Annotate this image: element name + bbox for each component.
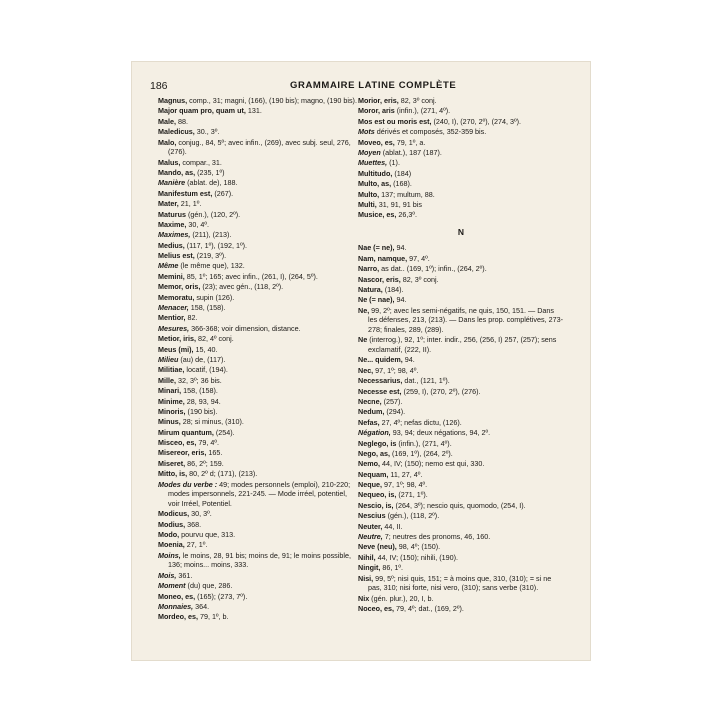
index-entry	[358, 138, 564, 148]
entry-references: 28, 93, 94.	[184, 396, 221, 406]
entry-references: (169, 1º), (264, 2º).	[389, 448, 453, 458]
index-entry	[358, 335, 564, 354]
right-column	[358, 96, 564, 614]
entry-headword: Mirum quantum,	[158, 427, 214, 437]
entry-headword: Malus,	[158, 157, 181, 167]
index-entry	[158, 376, 358, 386]
entry-references: 44, IV; (150); nihili, (190).	[375, 552, 459, 562]
index-entry	[358, 148, 564, 158]
entry-headword: Nix	[358, 593, 370, 603]
entry-headword: Neuter,	[358, 521, 383, 531]
entry-references: 28; si minus, (310).	[180, 417, 244, 427]
index-entry	[158, 272, 358, 282]
entry-references: 27, 1º.	[184, 540, 208, 550]
entry-headword: Moenia,	[158, 540, 185, 550]
entry-references: 94.	[394, 243, 407, 253]
entry-references: 80, 2º d; (171), (213).	[187, 469, 258, 479]
entry-headword: Moveo, es,	[358, 137, 395, 147]
entry-references: (190 bis).	[185, 406, 218, 416]
entry-references: 79, 1º, b.	[197, 612, 229, 622]
entry-references: 99, 5º; nisi quis, 151; = à moins que, 310, (310); = si ne pas, 310; nisi forte, nisi vero, (310); sans verbe (310).	[368, 573, 552, 593]
entry-headword: Nihil,	[358, 552, 376, 562]
entry-references: supin (126).	[194, 292, 235, 302]
index-entry	[158, 592, 358, 602]
entry-headword: Mois,	[158, 570, 177, 580]
index-entry	[358, 553, 564, 563]
entry-headword: Noceo, es,	[358, 603, 394, 613]
entry-references: 93, 94; deux négations, 94, 2º.	[390, 428, 491, 438]
entry-headword: Multo, as,	[358, 179, 392, 189]
entry-headword: Memoratu,	[158, 292, 195, 302]
index-entry	[358, 355, 564, 365]
index-entry	[158, 448, 358, 458]
entry-headword: Nemo,	[358, 459, 380, 469]
entry-references: (23); avec gén., (118, 2º).	[200, 282, 284, 292]
index-entry	[158, 158, 358, 168]
entry-headword: Misceo, es,	[158, 438, 197, 448]
index-entry	[158, 520, 358, 530]
index-entry	[358, 254, 564, 264]
index-entry	[158, 106, 358, 116]
entry-headword: Milieu	[158, 354, 179, 364]
entry-headword: Medius,	[158, 240, 185, 250]
entry-references: 86, 1º.	[380, 563, 403, 573]
index-entry	[358, 459, 564, 469]
entry-headword: Metior, iris,	[158, 334, 196, 344]
entry-references: 98, 4º; (150).	[396, 542, 441, 552]
index-entry	[158, 168, 358, 178]
entry-headword: Morior, eris,	[358, 96, 399, 105]
entry-headword: Minus,	[158, 417, 181, 427]
index-entry	[158, 530, 358, 540]
entry-headword: Necessarius,	[358, 376, 403, 386]
index-entry	[358, 275, 564, 285]
entry-headword: Moment	[158, 581, 186, 591]
entry-references: (infin.), (271, 4º).	[394, 106, 451, 116]
entry-references: 32, 3º; 36 bis.	[175, 375, 222, 385]
index-entry	[158, 459, 358, 469]
index-entry	[358, 210, 564, 220]
index-entry	[358, 376, 564, 386]
entry-references: 137; multum, 88.	[379, 189, 435, 199]
index-entry	[158, 428, 358, 438]
entry-references: (117, 1º), (192, 1º).	[184, 240, 248, 250]
entry-references: 361.	[176, 570, 193, 580]
index-entry	[358, 449, 564, 459]
entry-headword: Même	[158, 261, 179, 271]
entry-references: 44, II.	[382, 521, 403, 531]
index-entry	[358, 169, 564, 179]
entry-references: 366-368; voir dimension, distance.	[189, 323, 301, 333]
index-entry	[358, 106, 564, 116]
entry-references: (235, 1º)	[195, 167, 225, 177]
entry-headword: Modo,	[158, 530, 180, 540]
entry-references: (257).	[381, 396, 403, 406]
index-entry	[358, 158, 564, 168]
entry-headword: Muettes,	[358, 158, 388, 168]
index-entry	[158, 313, 358, 323]
entry-references: comp., 31; magni, (166), (190 bis); magno, (190 bis).	[187, 96, 357, 105]
entry-references: 30, 4º.	[186, 219, 209, 229]
entry-headword: Mando, as,	[158, 167, 196, 177]
entry-headword: Nec,	[358, 365, 374, 375]
entry-references: (gén.), (118, 2º).	[385, 511, 440, 521]
entry-headword: Mesures,	[158, 323, 190, 333]
index-entry	[358, 243, 564, 253]
entry-references: 82, 3º conj.	[398, 96, 437, 105]
index-entry	[358, 574, 564, 593]
left-column	[158, 96, 358, 623]
entry-references: (le même que), 132.	[178, 261, 245, 271]
entry-headword: Ne,	[358, 305, 370, 315]
entry-headword: Natura,	[358, 285, 383, 295]
entry-references: 26,3º.	[396, 210, 417, 220]
entry-references: (du) que, 286.	[185, 581, 233, 591]
index-entry	[158, 117, 358, 127]
entry-headword: Modicus,	[158, 509, 190, 519]
entry-headword: Miseret,	[158, 458, 186, 468]
index-entry	[158, 230, 358, 240]
index-entry	[358, 532, 564, 542]
entry-headword: Mentior,	[158, 313, 186, 323]
entry-headword: Mitto, is,	[158, 469, 188, 479]
entry-headword: Nescio, is,	[358, 500, 394, 510]
entry-references: 97, 1º; 98, 4º.	[373, 365, 419, 375]
index-entry	[358, 594, 564, 604]
index-entry	[358, 407, 564, 417]
index-entry	[358, 480, 564, 490]
entry-headword: Modius,	[158, 519, 186, 529]
page-number: 186	[150, 80, 168, 92]
entry-headword: Nedum,	[358, 407, 385, 417]
right-column-m-entries	[358, 96, 564, 220]
entry-references: conjug., 84, 5º; avec infin., (269), avec subj. seul, 276, (276).	[168, 137, 351, 157]
entry-headword: Minari,	[158, 386, 182, 396]
entry-headword: Neglego, is	[358, 438, 397, 448]
index-entry	[158, 241, 358, 251]
index-entry	[158, 480, 358, 509]
entry-headword: Malo,	[158, 137, 177, 147]
entry-headword: Menacer,	[158, 303, 189, 313]
dictionary-page	[132, 62, 590, 660]
index-entry	[358, 387, 564, 397]
entry-references: 82.	[185, 313, 198, 323]
entry-references: (267).	[212, 188, 234, 198]
index-entry	[358, 439, 564, 449]
entry-headword: Mos est ou moris est,	[358, 116, 432, 126]
entry-references: (240, I), (270, 2º), (274, 3º).	[431, 116, 522, 126]
index-entry	[158, 540, 358, 550]
entry-headword: Manifestum est,	[158, 188, 213, 198]
entry-references: 44, IV; (150); nemo est qui, 330.	[379, 459, 485, 469]
index-entry	[358, 366, 564, 376]
index-entry	[358, 117, 564, 127]
entry-references: 79, 4º; dat., (169, 2º).	[393, 603, 464, 613]
index-entry	[158, 282, 358, 292]
entry-headword: Mille,	[158, 375, 176, 385]
entry-headword: Moins,	[158, 550, 181, 560]
entry-headword: Ne (= nae),	[358, 295, 395, 305]
entry-headword: Narro,	[358, 264, 380, 274]
index-entry	[358, 604, 564, 614]
entry-references: (259, I), (270, 2º), (276).	[401, 386, 481, 396]
index-entry	[358, 511, 564, 521]
entry-references: 49; modes personnels (emploi), 210-220; modes impersonnels, 221-245. — Mode irréel, potentiel, voir Irréel, Potentiel.	[168, 479, 351, 508]
index-entry	[158, 386, 358, 396]
entry-references: (1).	[387, 158, 400, 168]
entry-headword: Nisi,	[358, 573, 374, 583]
entry-headword: Meus (mi),	[158, 344, 194, 354]
entry-references: as dat.. (169, 1º); infin., (264, 2º).	[379, 264, 487, 274]
entry-headword: Male,	[158, 116, 176, 126]
right-column-n-entries	[358, 243, 564, 613]
index-entry	[158, 127, 358, 137]
entry-references: (168).	[391, 179, 412, 189]
entry-headword: Nascor, eris,	[358, 274, 401, 284]
entry-references: dérivés et composés, 352-359 bis.	[374, 127, 487, 137]
index-entry	[158, 602, 358, 612]
entry-references: 158, (158).	[188, 303, 226, 313]
index-entry	[158, 509, 358, 519]
index-entry	[358, 190, 564, 200]
index-entry	[158, 417, 358, 427]
index-entry	[358, 285, 564, 295]
index-entry	[358, 127, 564, 137]
entry-headword: Minoris,	[158, 406, 186, 416]
entry-references: 94.	[402, 355, 415, 365]
entry-headword: Memini,	[158, 271, 185, 281]
entry-headword: Melius est,	[158, 251, 195, 261]
entry-references: 97, 4º.	[407, 253, 430, 263]
entry-references: 82, 4º conj.	[195, 334, 234, 344]
entry-references: 99, 2º; avec les semi-négatifs, ne quis, 150, 151. — Dans les défenses, 213, (213). — Dans les prop. complétives, 273-278; finales, 289, (289).	[368, 305, 563, 335]
entry-references: (254).	[213, 427, 235, 437]
index-entry	[358, 428, 564, 438]
entry-headword: Nequam,	[358, 469, 389, 479]
index-entry	[158, 345, 358, 355]
entry-references: 364.	[193, 601, 210, 611]
index-entry	[358, 397, 564, 407]
entry-headword: Maxime,	[158, 219, 187, 229]
entry-references: dat., (121, 1º).	[402, 376, 450, 386]
entry-headword: Nae (= ne),	[358, 243, 395, 253]
index-entry	[358, 295, 564, 305]
index-entry	[158, 303, 358, 313]
index-entry	[158, 407, 358, 417]
entry-headword: Nam, namque,	[358, 253, 408, 263]
index-entry	[358, 522, 564, 532]
entry-headword: Moneo, es,	[158, 591, 196, 601]
entry-headword: Moror, aris	[358, 106, 395, 116]
entry-references: (184).	[382, 285, 404, 295]
entry-headword: Multitudo,	[358, 168, 393, 178]
entry-references: 368.	[185, 519, 202, 529]
entry-references: compar., 31.	[180, 157, 222, 167]
entry-headword: Modes du verbe :	[158, 479, 218, 489]
index-entry	[158, 571, 358, 581]
entry-headword: Major quam pro, quam ut,	[158, 106, 246, 116]
index-entry	[158, 261, 358, 271]
entry-headword: Neque,	[358, 480, 382, 490]
entry-headword: Necesse est,	[358, 386, 402, 396]
index-entry	[158, 199, 358, 209]
index-entry	[358, 501, 564, 511]
index-entry	[158, 551, 358, 570]
index-entry	[158, 355, 358, 365]
entry-references: 30., 3º.	[194, 127, 220, 137]
entry-references: 21, 1º.	[178, 199, 202, 209]
index-entry	[358, 418, 564, 428]
entry-references: 85, 1º; 165; avec infin., (261, I), (264, 5º).	[184, 271, 318, 281]
entry-headword: Nefas,	[358, 417, 380, 427]
entry-headword: Nequeo, is,	[358, 490, 397, 500]
entry-references: 97, 1º; 98, 4º.	[381, 480, 428, 490]
entry-references: (ablat.), 187 (187).	[380, 147, 442, 157]
entry-headword: Nego, as,	[358, 448, 390, 458]
index-entry	[358, 306, 564, 335]
entry-references: pourvu que, 313.	[179, 530, 236, 540]
entry-headword: Monnaies,	[158, 601, 194, 611]
entry-references: (165); (273, 7º).	[195, 591, 248, 601]
entry-references: 131.	[245, 106, 262, 116]
entry-headword: Multi,	[358, 199, 377, 209]
entry-headword: Mordeo, es,	[158, 612, 198, 622]
index-entry	[358, 179, 564, 189]
running-title: GRAMMAIRE LATINE COMPLÈTE	[290, 80, 457, 91]
index-entry	[158, 220, 358, 230]
entry-references: 11, 27, 4º.	[388, 469, 423, 479]
entry-references: (211), (213).	[190, 230, 232, 240]
entry-references: (219, 3º).	[194, 251, 227, 261]
entry-references: 82, 3º conj.	[400, 274, 439, 284]
entry-references: (ablat. de), 188.	[185, 178, 238, 188]
entry-headword: Ne... quidem,	[358, 355, 403, 365]
index-entry	[358, 96, 564, 106]
entry-headword: Neutre,	[358, 532, 383, 542]
entry-references: le moins, 28, 91 bis; moins de, 91; le moins possible, 136; moins... moins, 333.	[168, 550, 351, 570]
index-entry	[358, 563, 564, 573]
entry-headword: Militiae,	[158, 365, 185, 375]
index-entry	[158, 324, 358, 334]
index-entry	[158, 612, 358, 622]
entry-headword: Multo,	[358, 189, 380, 199]
index-entry	[158, 397, 358, 407]
entry-headword: Minime,	[158, 396, 185, 406]
entry-references: (184)	[392, 168, 412, 178]
index-entry	[158, 189, 358, 199]
index-entry	[358, 200, 564, 210]
index-entry	[158, 138, 358, 157]
entry-headword: Maximes,	[158, 230, 191, 240]
entry-references: 7; neutres des pronoms, 46, 160.	[382, 532, 491, 542]
entry-headword: Nescius	[358, 511, 386, 521]
section-letter: N	[457, 226, 465, 237]
entry-references: (gén. plur.), 20, I, b.	[369, 593, 434, 603]
entry-references: (infin.), (271, 4º).	[396, 438, 452, 448]
index-entry	[158, 365, 358, 375]
entry-headword: Necne,	[358, 396, 382, 406]
index-entry	[158, 96, 358, 106]
entry-references: (294).	[384, 407, 406, 417]
index-entry	[158, 438, 358, 448]
entry-references: 15, 40.	[193, 344, 218, 354]
entry-headword: Magnus,	[158, 96, 188, 105]
entry-references: (264, 3º); nescio quis, quomodo, (254, I).	[393, 500, 526, 510]
entry-references: 86, 2º; 159.	[185, 458, 224, 468]
index-entry	[158, 581, 358, 591]
index-entry	[158, 293, 358, 303]
index-entry	[158, 251, 358, 261]
entry-references: 27, 4º; nefas dictu, (126).	[379, 417, 462, 427]
entry-references: 30, 3º.	[189, 509, 212, 519]
entry-references: (interrog.), 92, 1º; inter. indir., 256, (256, I) 257, (257); sens exclamatif, (222, II).	[367, 335, 557, 354]
entry-headword: Ningit,	[358, 563, 381, 573]
index-entry	[158, 210, 358, 220]
entry-references: (au) de, (117).	[178, 354, 226, 364]
entry-references: 88.	[175, 116, 188, 126]
entry-headword: Musice, es,	[358, 210, 397, 220]
index-entry	[358, 264, 564, 274]
entry-headword: Ne	[358, 335, 368, 345]
entry-references: 79, 4º.	[196, 438, 219, 448]
index-entry	[358, 470, 564, 480]
entry-headword: Misereor, eris,	[158, 448, 207, 458]
index-entry	[158, 178, 358, 188]
entry-references: locatif, (194).	[184, 365, 228, 375]
index-entry	[158, 469, 358, 479]
entry-headword: Manière	[158, 178, 186, 188]
index-entry	[358, 490, 564, 500]
entry-headword: Memor, oris,	[158, 282, 201, 292]
entry-references: 31, 91, 91 bis	[376, 199, 422, 209]
entry-references: 165.	[206, 448, 223, 458]
entry-headword: Neve (neu),	[358, 542, 397, 552]
entry-headword: Mater,	[158, 199, 179, 209]
entry-headword: Moyen	[358, 147, 381, 157]
entry-references: (271, 1º).	[396, 490, 428, 500]
entry-headword: Maledicus,	[158, 127, 195, 137]
entry-headword: Négation,	[358, 428, 391, 438]
entry-references: 79, 1º, a.	[394, 137, 426, 147]
entry-headword: Maturus	[158, 209, 186, 219]
entry-references: (gén.), (120, 2º).	[185, 209, 241, 219]
entry-references: 94.	[394, 295, 407, 305]
entry-references: 158, (158).	[181, 386, 218, 396]
index-entry	[158, 334, 358, 344]
index-entry	[358, 542, 564, 552]
entry-headword: Mots	[358, 127, 375, 137]
